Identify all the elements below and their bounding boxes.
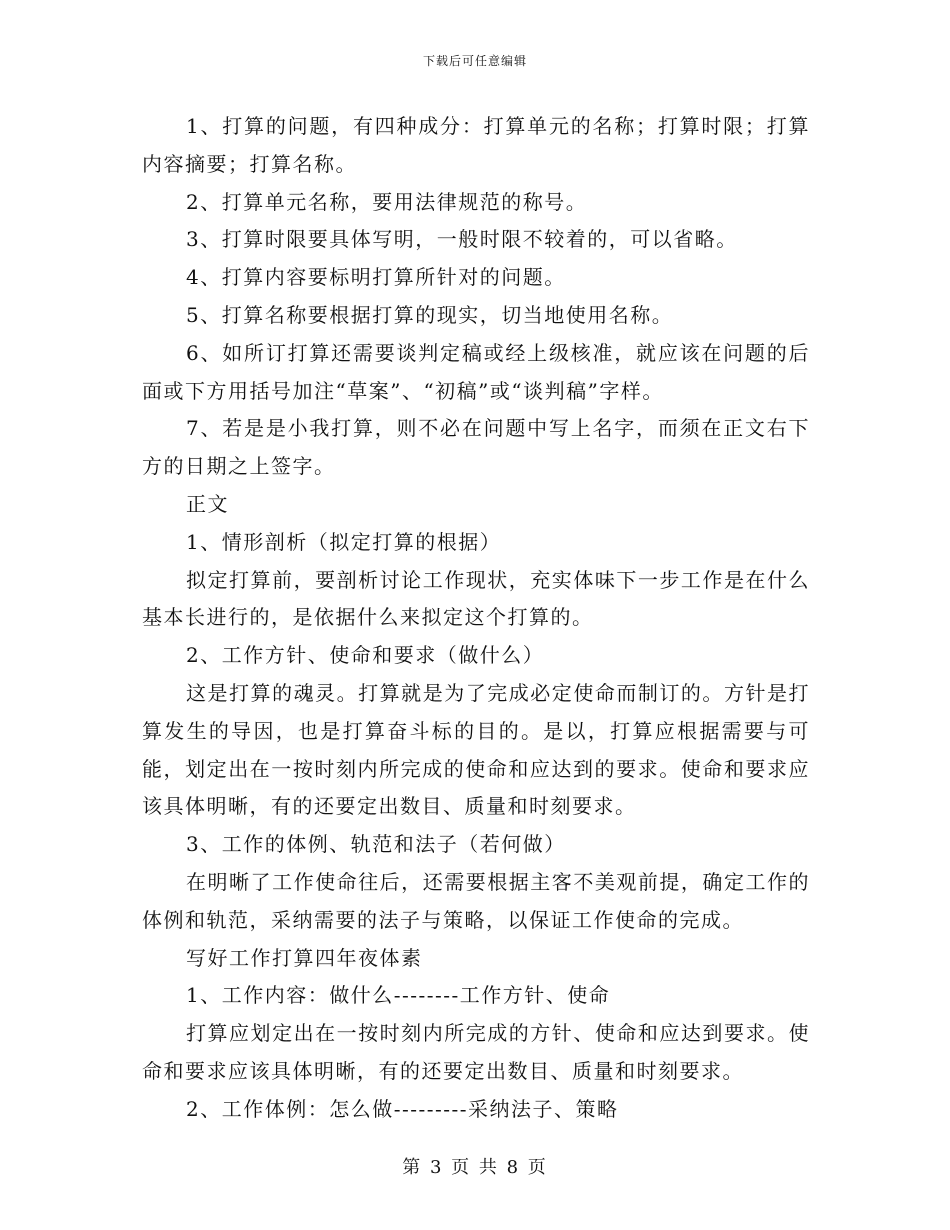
page-number-footer: 第 3 页 共 8 页 — [402, 1157, 548, 1178]
subheading: 3、工作的体例、轨范和法子（若何做） — [186, 832, 566, 857]
paragraph: 5、打算名称要根据打算的现实，切当地使用名称。 — [186, 302, 674, 327]
paragraph: 在明晰了工作使命往后，还需要根据主客不美观前提，确定工作的体例和轨范，采纳需要的法子与策略，以保证工作使命的完成。 — [142, 869, 810, 932]
subheading: 2、工作体例：怎么做---------采纳法子、策略 — [186, 1096, 619, 1121]
document-body — [142, 108, 810, 1129]
paragraph: 打算应划定出在一按时刻内所完成的方针、使命和应达到要求。使命和要求应该具体明晰，有的还要定出数目、质量和时刻要求。 — [142, 1021, 810, 1083]
paragraph: 4、打算内容要标明打算所针对的问题。 — [186, 265, 566, 290]
paragraph: 拟定打算前，要剖析讨论工作现状，充实体味下一步工作是在什么基本长进行的，是依据什么来拟定这个打算的。 — [142, 567, 810, 630]
section-heading: 正文 — [186, 491, 229, 516]
paragraph: 1、打算的问题，有四种成分：打算单元的名称；打算时限；打算内容摘要；打算名称。 — [142, 114, 810, 176]
paragraph: 这是打算的魂灵。打算就是为了完成必定使命而制订的。方针是打算发生的导因，也是打算奋斗标的目的。是以，打算应根据需要与可能，划定出在一按时刻内所完成的使命和应达到的要求。使命和要求应该具体明晰，有的还要定出数目、质量和时刻要求。 — [142, 680, 810, 819]
page-header: 下载后可任意编辑 — [422, 54, 527, 68]
section-heading: 写好工作打算四年夜体素 — [186, 945, 423, 970]
subheading: 2、工作方针、使命和要求（做什么） — [186, 643, 545, 668]
paragraph: 6、如所订打算还需要谈判定稿或经上级核准，就应该在问题的后面或下方用括号加注“草案”、“初稿”或“谈判稿”字样。 — [142, 340, 810, 403]
paragraph: 7、若是是小我打算，则不必在问题中写上名字，而须在正文右下方的日期之上签字。 — [142, 416, 810, 479]
paragraph: 3、打算时限要具体写明，一般时限不较着的，可以省略。 — [186, 227, 738, 252]
subheading: 1、工作内容：做什么--------工作方针、使命 — [186, 983, 611, 1008]
subheading: 1、情形剖析（拟定打算的根据） — [186, 529, 502, 554]
paragraph: 2、打算单元名称，要用法律规范的称号。 — [186, 189, 588, 214]
